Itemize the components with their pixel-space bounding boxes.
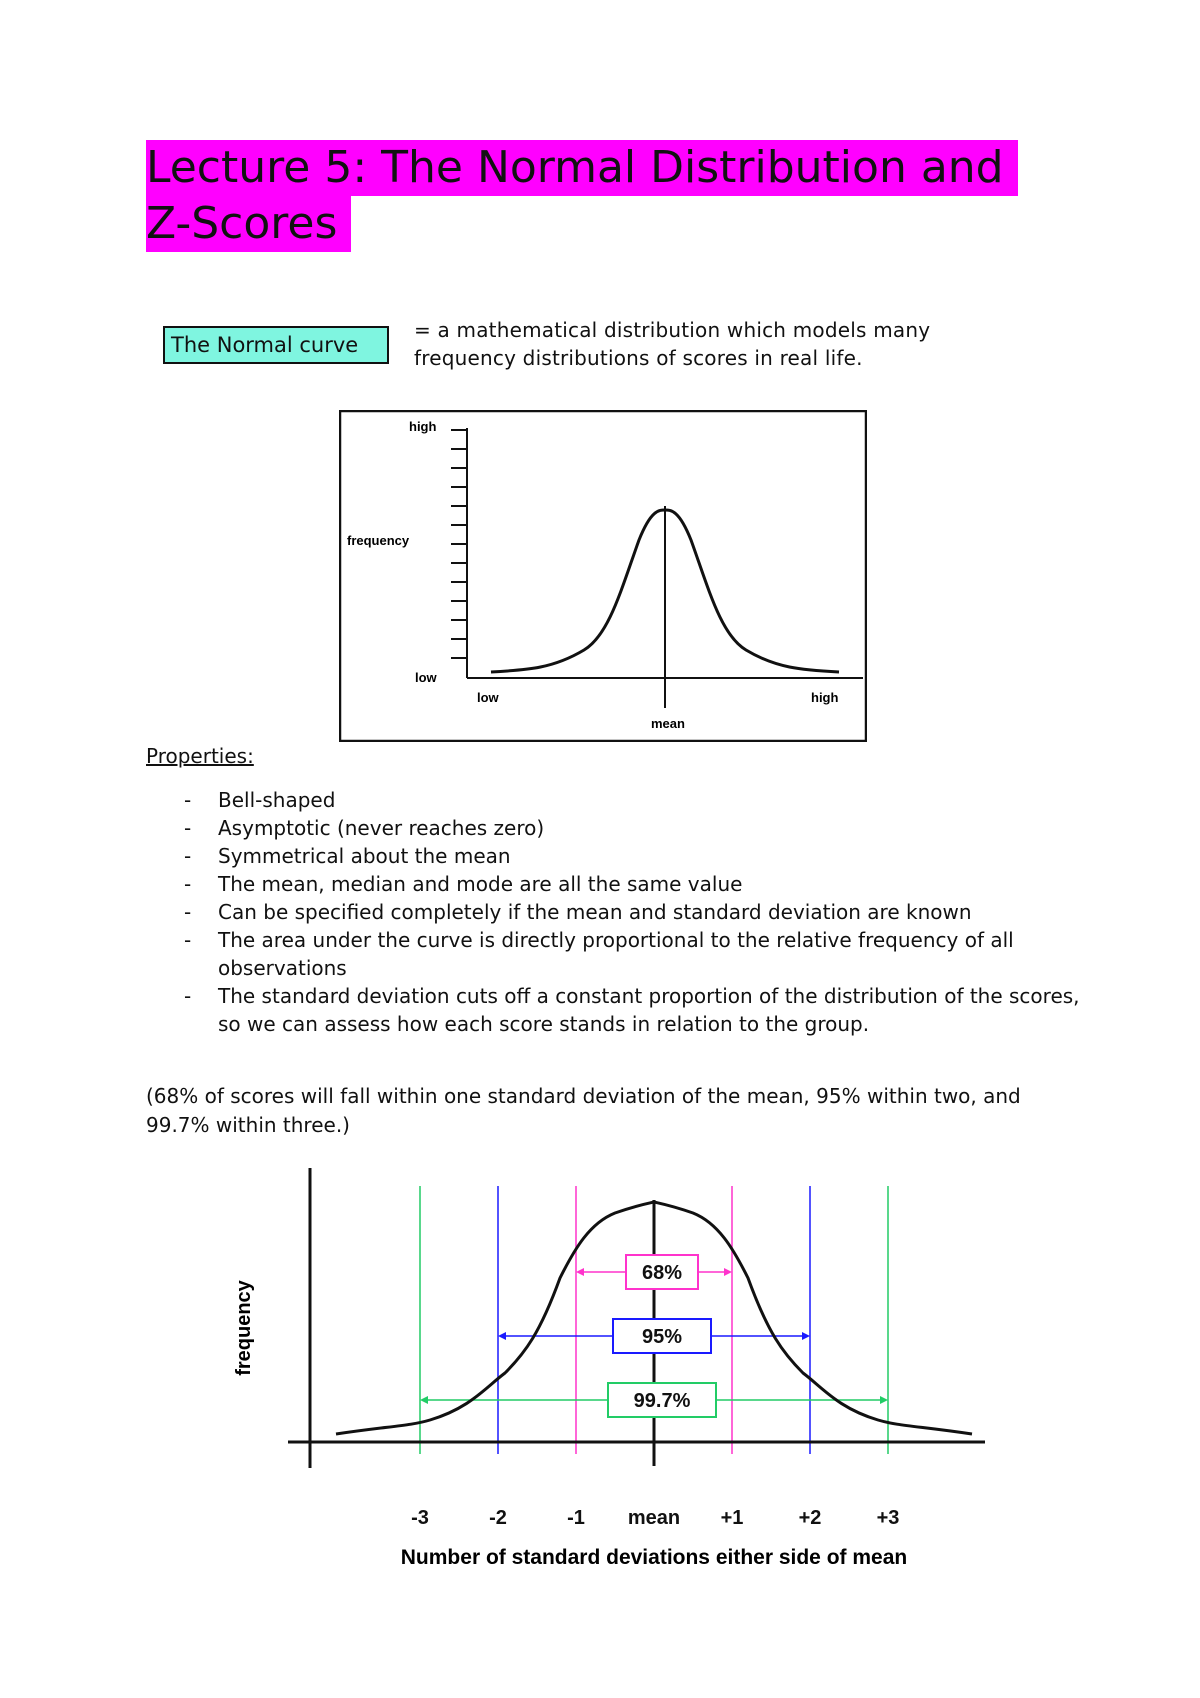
list-item: - The standard deviation cuts off a constant proportion of the distribution of the scores, so we can assess how each score stands in relation to the group. (184, 984, 1080, 1036)
fig1-x-low: low (477, 690, 499, 705)
tick-label: +1 (720, 1507, 744, 1529)
fig1-y-low: low (415, 670, 437, 685)
fig1-y-high: high (409, 419, 437, 434)
list-item: - The mean, median and mode are all the same value (184, 872, 743, 896)
tick-label: +2 (798, 1507, 822, 1529)
band-label: 68% (641, 1262, 683, 1284)
tick-label: mean (627, 1507, 681, 1529)
tick-label: -2 (489, 1507, 507, 1529)
list-item: - Can be specified completely if the mean and standard deviation are known (184, 900, 972, 924)
chart-ylabel: frequency (233, 1280, 255, 1376)
percentages-note: (68% of scores will fall within one standard deviation of the mean, 95% within two, and 99.7% within three.) (146, 1084, 1021, 1137)
list-item-text: Bell-shaped (218, 788, 336, 812)
list-item-text: Asymptotic (never reaches zero) (218, 816, 545, 840)
sd-chart (220, 1158, 1010, 1578)
chart-xlabel: Number of standard deviations either side of mean (400, 1546, 908, 1569)
tick-label: +3 (876, 1507, 900, 1529)
list-item-text: Can be specified completely if the mean and standard deviation are known (218, 900, 972, 924)
list-item-text: The standard deviation cuts off a constant proportion of the distribution of the scores, so we can assess how each score stands in relation to the group. (218, 984, 1080, 1036)
list-item-text: The area under the curve is directly proportional to the relative frequency of all observations (218, 928, 1014, 980)
arrowhead-right (802, 1332, 810, 1340)
definition-text: = a mathematical distribution which models many frequency distributions of scores in real life. (414, 318, 931, 370)
list-item-text: The mean, median and mode are all the same value (218, 872, 743, 896)
list-item: - The area under the curve is directly proportional to the relative frequency of all observations (184, 928, 1014, 980)
title-line-2: Z-Scores (146, 196, 351, 252)
term-box: The Normal curve (163, 326, 389, 364)
page-title (146, 140, 1018, 252)
band-label: 99.7% (633, 1390, 691, 1412)
fig1-x-mean: mean (651, 716, 685, 731)
list-item: - Symmetrical about the mean (184, 844, 511, 868)
arrowhead-right (724, 1268, 732, 1276)
arrowhead-left (498, 1332, 506, 1340)
fig1-y-label: frequency (347, 533, 410, 548)
tick-label: -3 (411, 1507, 429, 1529)
arrowhead-right (880, 1396, 888, 1404)
properties-heading: Properties: (146, 744, 254, 768)
band-label: 95% (641, 1326, 683, 1348)
tick-label: -1 (567, 1507, 585, 1529)
list-item-text: Symmetrical about the mean (218, 844, 511, 868)
list-item: - Asymptotic (never reaches zero) (184, 816, 545, 840)
properties-list (146, 786, 1086, 1038)
normal-curve-figure (339, 410, 867, 742)
arrowhead-left (576, 1268, 584, 1276)
list-item: - Bell-shaped (184, 788, 336, 812)
arrowhead-left (420, 1396, 428, 1404)
fig1-x-high: high (811, 690, 839, 705)
title-line-1: Lecture 5: The Normal Distribution and (146, 140, 1018, 196)
